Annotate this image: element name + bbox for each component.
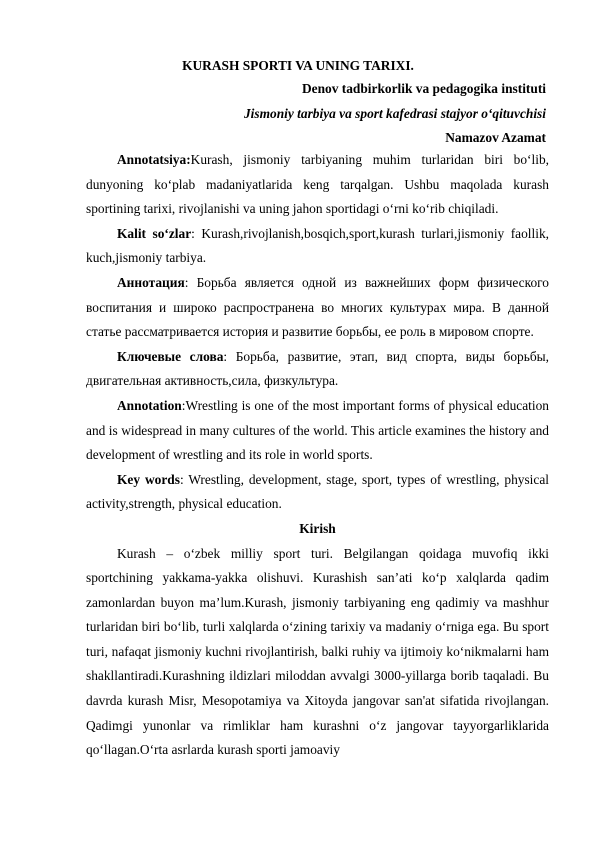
keywords-uz-text: : Kurash,rivojlanish,bosqich,sport,kurash turlari,jismoniy faollik, kuch,jismoniy tarbiya. [86, 225, 550, 266]
keywords-en-label: Key words [117, 471, 180, 487]
abstract-en-label: Annotation [117, 397, 182, 413]
keywords-en-text: : Wrestling, development, stage, sport, types of wrestling, physical activity,strength, physical education. [86, 471, 549, 512]
abstract-ru-label: Аннотация [117, 274, 185, 290]
keywords-uz-label: Kalit so‘zlar [117, 225, 192, 241]
department-name: Jismoniy tarbiya va sport kafedrasi stajyor o‘qituvchisi [243, 106, 546, 121]
abstract-en [86, 394, 549, 468]
abstract-uz-label: Annotatsiya: [117, 152, 191, 167]
abstract-ru-text: : Борьба является одной из важнейших форм физического воспитания и широко распространена во многих культурах мира. В данной статье рассматривается история и развитие борьбы, ее роль в мировом спорте. [86, 274, 549, 340]
keywords-ru-label: Ключевые слова [117, 348, 224, 364]
author-name: Namazov Azamat [445, 130, 546, 145]
keywords-en [86, 468, 549, 517]
section-heading: Kirish [299, 520, 336, 536]
paper-title: KURASH SPORTI VA UNING TARIXI. [182, 58, 414, 73]
abstract-uz-text: Kurash, jismoniy tarbiyaning muhim turlaridan biri bo‘lib, dunyoning ko‘plab madaniyatlarida keng tarqalgan. Ushbu maqolada kurash sportining tarixi, rivojlanishi va uning jahon sportidagi o‘rni ko‘rib chiqiladi. [86, 152, 549, 217]
keywords-ru-text: : Борьба, развитие, этап, вид спорта, виды борьбы, двигательная активность,сила, физкультура. [86, 348, 549, 389]
paper-body [86, 148, 549, 763]
institute-name: Denov tadbirkorlik va pedagogika instituti [301, 81, 546, 96]
keywords-ru [86, 345, 549, 394]
section-paragraph: Kurash – o‘zbek milliy sport turi. Belgilangan qoidaga muvofiq ikki sportchining yakkama-yakka olishuvi. Kurashish san’ati ko‘p xalqlarda qadim zamonlardan buyon ma’lum.Kurash, jismoniy tarbiyaning eng qadimiy va mashhur turlaridan biri bo‘lib, turli xalqlarda o‘zining tarixiy va madaniy o‘rniga ega. Bu sport turi, nafaqat jismoniy kuchni rivojlantirish, balki ruhiy va ijtimoiy ko‘nikmalarni ham shakllantiradi.Kurashning ildizlari miloddan avvalgi 3000-yillarga borib taqaladi. Bu davrda kurash Misr, Mesopotamiya va Xitoyda jangovar san'at sifatida rivojlangan. Qadimgi yunonlar va rimliklar ham kurashni o‘z jangovar tayyorgarliklarida qo‘llagan.O‘rta asrlarda kurash sporti jamoaviy [86, 545, 549, 758]
abstract-ru [86, 271, 549, 345]
abstract-en-text: :Wrestling is one of the most important forms of physical education and is widespread in many cultures of the world. This article examines the history and development of wrestling and its role in world sports. [86, 397, 549, 463]
keywords-uz [86, 222, 549, 271]
abstract-uz [86, 148, 549, 222]
